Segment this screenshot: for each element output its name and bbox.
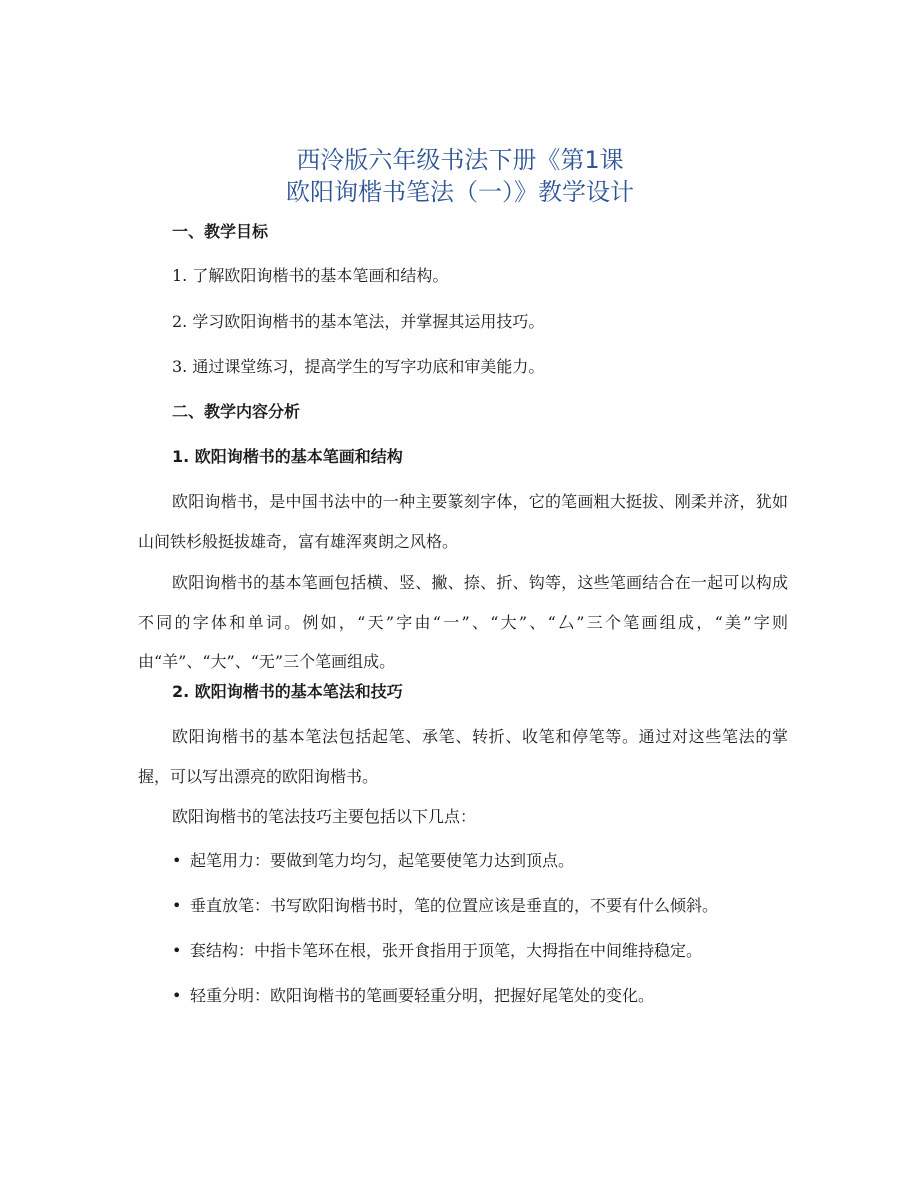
paragraph: 欧阳询楷书的基本笔法包括起笔、承笔、转折、收笔和停笔等。通过对这些笔法的掌握，可以写出漂亮的欧阳询楷书。 [138, 727, 788, 786]
bullet-icon: • [172, 986, 182, 1005]
objective-item: 3. 通过课堂练习，提高学生的写字功底和审美能力。 [172, 357, 545, 376]
bullet-item [172, 895, 718, 917]
bullet-item [172, 985, 654, 1007]
paragraph: 欧阳询楷书的笔法技巧主要包括以下几点： [172, 807, 477, 826]
objective-item: 2. 学习欧阳询楷书的基本笔法，并掌握其运用技巧。 [172, 312, 545, 331]
bullet-item [172, 940, 702, 962]
bullet-icon: • [172, 851, 182, 870]
paragraph: 欧阳询楷书，是中国书法中的一种主要篆刻字体，它的笔画粗大挺拔、刚柔并济，犹如山间铁杉般挺拔雄奇，富有雄浑爽朗之风格。 [138, 492, 788, 551]
document-title-line-1: 西泠版六年级书法下册《第1课 [296, 146, 624, 174]
bullet-text: 垂直放笔：书写欧阳询楷书时，笔的位置应该是垂直的，不要有什么倾斜。 [190, 896, 719, 915]
objective-item: 1. 了解欧阳询楷书的基本笔画和结构。 [172, 266, 449, 285]
document-title-line-2: 欧阳询楷书笔法（一）》教学设计 [286, 178, 634, 206]
subsection-heading-brush-techniques: 2. 欧阳询楷书的基本笔法和技巧 [172, 682, 403, 701]
bullet-icon: • [172, 896, 182, 915]
bullet-text: 轻重分明：欧阳询楷书的笔画要轻重分明，把握好尾笔处的变化。 [190, 986, 655, 1005]
paragraph: 欧阳询楷书的基本笔画包括横、竖、撇、捺、折、钩等，这些笔画结合在一起可以构成不同的字体和单词。例如，“天”字由“一”、“大”、“厶”三个笔画组成，“美”字则由“羊”、“大”、“无”三个笔画组成。 [138, 573, 788, 671]
bullet-item [172, 850, 574, 872]
subsection-heading-strokes-structure: 1. 欧阳询楷书的基本笔画和结构 [172, 447, 403, 466]
bullet-text: 套结构：中指卡笔环在根，张开食指用于顶笔，大拇指在中间维持稳定。 [190, 941, 703, 960]
bullet-text: 起笔用力：要做到笔力均匀，起笔要使笔力达到顶点。 [190, 851, 575, 870]
bullet-icon: • [172, 941, 182, 960]
section-heading-content-analysis: 二、教学内容分析 [172, 402, 301, 421]
section-heading-objectives: 一、教学目标 [172, 222, 269, 241]
